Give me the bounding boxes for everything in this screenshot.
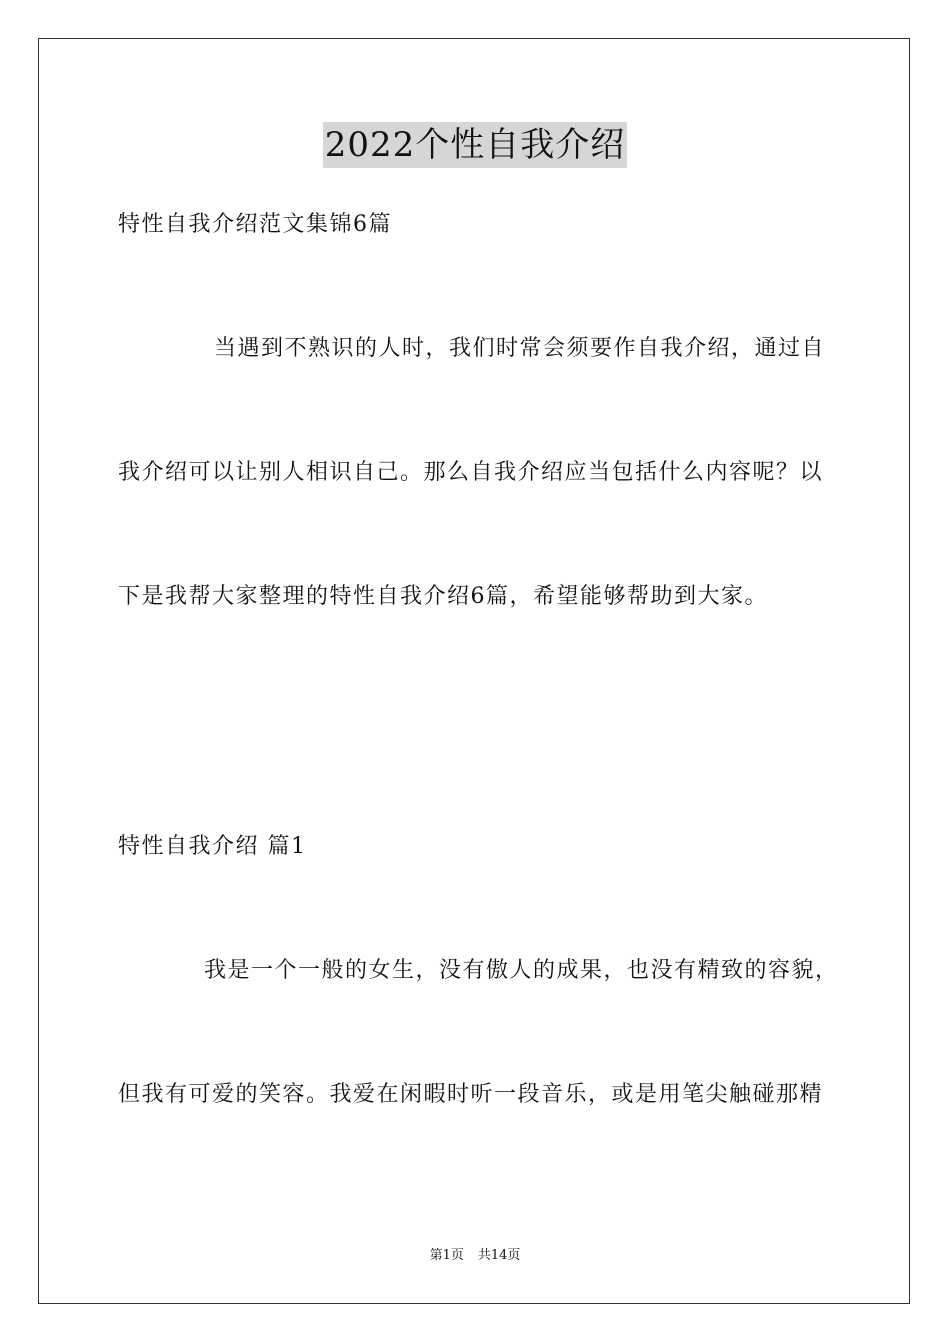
- section-line-2: 但我有可爱的笑容。我爱在闲暇时听一段音乐，或是用笔尖触碰那精: [118, 1082, 824, 1107]
- page-number: 第1页: [429, 1248, 464, 1263]
- title-wrap: [0, 122, 950, 168]
- section-line-1: 我是一个一般的女生，没有傲人的成果，也没有精致的容貌，: [204, 958, 839, 983]
- intro-line-2: 我介绍可以让别人相识自己。那么自我介绍应当包括什么内容呢？以: [118, 460, 824, 485]
- intro-line-1: 当遇到不熟识的人时，我们时常会须要作自我介绍，通过自: [214, 336, 826, 361]
- section-heading: 特性自我介绍 篇1: [118, 834, 307, 859]
- intro-line-3: 下是我帮大家整理的特性自我介绍6篇，希望能够帮助到大家。: [118, 584, 768, 609]
- document-title: 2022个性自我介绍: [323, 122, 628, 168]
- page-total: 共14页: [477, 1248, 521, 1263]
- document-subtitle: 特性自我介绍范文集锦6篇: [118, 212, 392, 237]
- page-footer: [0, 1247, 950, 1265]
